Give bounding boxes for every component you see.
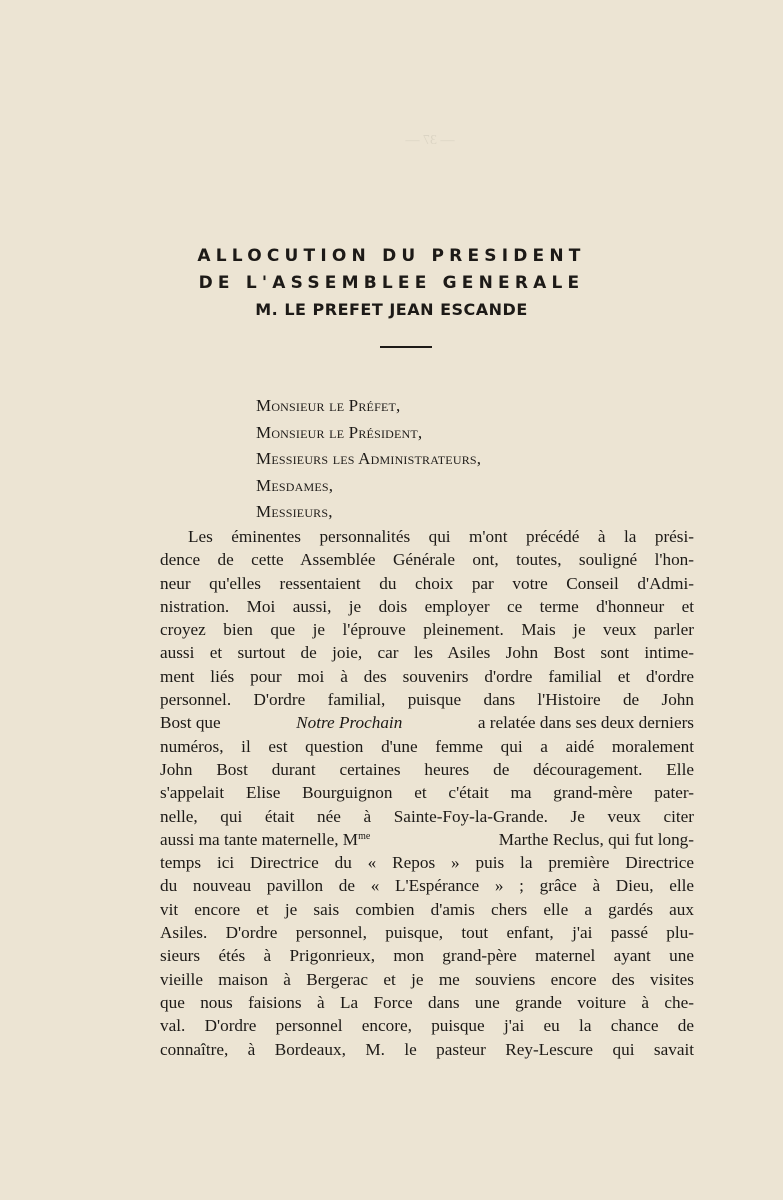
body-line: nistration. Moi aussi, je dois employer ce terme d'honneur et (160, 596, 694, 616)
salutation-line: Messieurs les Administrateurs, (256, 449, 482, 469)
speech-heading (0, 243, 783, 323)
body-line: nelle, qui était née à Sainte-Foy-la-Grande. Je veux citer (160, 806, 694, 826)
salutation-line: Monsieur le Président, (256, 422, 423, 442)
body-line-italic-title (160, 711, 694, 734)
body-line-superscript (160, 828, 694, 851)
body-line: John Bost durant certaines heures de découragement. Elle (160, 759, 694, 779)
body-line: vit encore et je sais combien d'amis chers elle a gardés aux (160, 899, 694, 919)
body-line-text: aussi ma tante maternelle, M (160, 829, 359, 849)
body-line: val. D'ordre personnel encore, puisque j'ai eu la chance de (160, 1016, 694, 1036)
body-line: Asiles. D'ordre personnel, puisque, tout enfant, j'ai passé plu- (160, 923, 694, 943)
heading-rule (380, 346, 432, 348)
heading-line-2: DE L'ASSEMBLEE GENERALE (198, 273, 585, 293)
body-line-part: Bost que (160, 713, 221, 733)
body-line: neur qu'elles ressentaient du choix par votre Conseil d'Admi- (160, 573, 694, 593)
body-line: ment liés pour moi à des souvenirs d'ordre familial et d'ordre (160, 666, 694, 686)
body-line: aussi et surtout de joie, car les Asiles John Bost sont intime- (160, 643, 694, 663)
body-line: s'appelait Elise Bourguignon et c'était ma grand-mère pater- (160, 783, 694, 803)
salutation-block (256, 393, 676, 526)
bleed-page-number: — 37 — (405, 133, 455, 148)
body-line: connaître, à Bordeaux, M. le pasteur Rey-Lescure qui savait (160, 1039, 694, 1059)
body-line: personnel. D'ordre familial, puisque dans l'Histoire de John (160, 690, 694, 710)
body-line: sieurs étés à Prigonrieux, mon grand-père maternel ayant une (160, 946, 694, 966)
heading-line-1: ALLOCUTION DU PRESIDENT (197, 246, 586, 266)
body-line: du nouveau pavillon de « L'Espérance » ; grâce à Dieu, elle (160, 876, 694, 896)
body-line: vieille maison à Bergerac et je me souviens encore des visites (160, 969, 694, 989)
heading-line-3: M. LE PREFET JEAN ESCANDE (255, 300, 528, 319)
body-line: numéros, il est question d'une femme qui a aidé moralement (160, 736, 694, 756)
superscript-me: me (358, 830, 371, 842)
body-line-part: a relatée dans ses deux derniers (477, 713, 694, 733)
salutation-line: Mesdames, (256, 475, 334, 495)
body-line-part (160, 828, 370, 851)
salutation-line: Messieurs, (256, 502, 333, 522)
body-line: temps ici Directrice du « Repos » puis la première Directrice (160, 853, 694, 873)
body-line: dence de cette Assemblée Générale ont, toutes, souligné l'hon- (160, 550, 694, 570)
body-line: croyez bien que je l'éprouve pleinement. Mais je veux parler (160, 620, 694, 640)
speech-body (160, 525, 694, 1061)
journal-title: Notre Prochain (296, 713, 403, 733)
body-line: que nous faisions à La Force dans une grande voiture à che- (160, 992, 694, 1012)
body-line: Les éminentes personnalités qui m'ont précédé à la prési- (188, 527, 694, 546)
salutation-line: Monsieur le Préfet, (256, 396, 401, 415)
body-line-part: Marthe Reclus, qui fut long- (498, 829, 694, 849)
